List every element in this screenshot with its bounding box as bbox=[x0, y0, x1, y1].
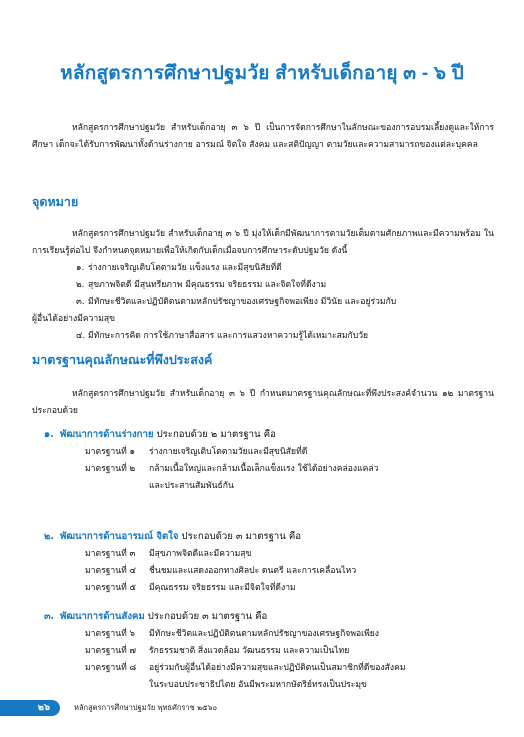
standard-text: มีทักษะชีวิตและปฏิบัติตนตามหลักปรัชญาของเศรษฐกิจพอเพียง bbox=[149, 629, 379, 639]
standard-text: ชื่นชมและแสดงออกทางศิลปะ ดนตรี และการเคลื่อนไหว bbox=[149, 566, 357, 576]
page-number-badge: ๒๖ bbox=[0, 700, 60, 716]
goal-text: สุขภาพจิตดี มีสุนทรียภาพ มีคุณธรรม จริยธรรม และจิตใจที่ดีงาม bbox=[88, 280, 327, 290]
domain-number: ๒. bbox=[44, 531, 54, 542]
goal-item bbox=[32, 328, 494, 345]
goal-number: ๔. bbox=[76, 331, 86, 341]
goal-item-continuation: ผู้อื่นได้อย่างมีความสุข bbox=[32, 314, 116, 324]
domain-suffix: ประกอบด้วย ๒ มาตรฐาน คือ bbox=[153, 429, 276, 440]
goals-heading: จุดหมาย bbox=[32, 195, 79, 209]
goal-number: ๑. bbox=[76, 263, 85, 273]
standard-row bbox=[32, 580, 494, 597]
standard-row bbox=[32, 478, 494, 495]
domain-number: ๑. bbox=[44, 429, 54, 440]
domain-name: พัฒนาการด้านอารมณ์ จิตใจ bbox=[60, 531, 179, 542]
goal-item bbox=[32, 260, 494, 277]
goal-number: ๒. bbox=[76, 280, 85, 290]
standard-label: มาตรฐานที่ ๘ bbox=[85, 663, 137, 673]
standard-row bbox=[32, 461, 494, 478]
goal-item bbox=[32, 277, 494, 294]
standard-text: ร่างกายเจริญเติบโตตามวัยและมีสุขนิสัยที่ดี bbox=[149, 447, 308, 457]
standard-label: มาตรฐานที่ ๖ bbox=[85, 629, 135, 639]
goal-text: ร่างกายเจริญเติบโตตามวัย แข็งแรง และมีสุขนิสัยที่ดี bbox=[88, 263, 282, 273]
standard-label: มาตรฐานที่ ๑ bbox=[85, 447, 135, 457]
domain-name: พัฒนาการด้านร่างกาย bbox=[60, 429, 154, 440]
domain-title bbox=[32, 608, 494, 626]
domain-suffix: ประกอบด้วย ๓ มาตรฐาน คือ bbox=[144, 611, 268, 622]
domain-title bbox=[32, 528, 494, 546]
standard-text-continuation: ในระบอบประชาธิปไตย อันมีพระมหากษัตริย์ทรงเป็นประมุข bbox=[149, 680, 367, 690]
standard-label: มาตรฐานที่ ๗ bbox=[85, 646, 136, 656]
standards-heading: มาตรฐานคุณลักษณะที่พึงประสงค์ bbox=[32, 353, 213, 367]
standard-text: มีสุขภาพจิตดีและมีความสุข bbox=[149, 549, 252, 559]
standard-text: อยู่ร่วมกับผู้อื่นได้อย่างมีความสุขและปฏิบัติตนเป็นสมาชิกที่ดีของสังคม bbox=[149, 663, 406, 673]
standard-row bbox=[32, 546, 494, 563]
intro-paragraph: หลักสูตรการศึกษาปฐมวัย สำหรับเด็กอายุ ๓ ๖ ปี เป็นการจัดการศึกษาในลักษณะของการอบรมเลี้ยงดูและให้การศึกษา เด็กจะได้รับการพัฒนาทั้งด้านร่างกาย อารมณ์ จิตใจ สังคม และสติปัญญา ตามวัยและความสามารถของแต่ละบุคคล bbox=[32, 123, 494, 150]
standard-label: มาตรฐานที่ ๔ bbox=[85, 566, 137, 576]
standard-row bbox=[32, 563, 494, 580]
standard-row bbox=[32, 643, 494, 660]
standard-label: มาตรฐานที่ ๕ bbox=[85, 583, 137, 593]
goal-number: ๓. bbox=[76, 297, 85, 307]
domain-title bbox=[32, 426, 494, 444]
domain-social bbox=[32, 608, 494, 694]
goal-text: มีทักษะชีวิตและปฏิบัติตนตามหลักปรัชญาของเศรษฐกิจพอเพียง มีวินัย และอยู่ร่วมกับ bbox=[88, 297, 397, 307]
standard-text: กล้ามเนื้อใหญ่และกล้ามเนื้อเล็กแข็งแรง ใช้ได้อย่างคล่องแคล่ว bbox=[149, 464, 379, 474]
domain-number: ๓. bbox=[44, 611, 55, 622]
goal-text: มีทักษะการคิด การใช้ภาษาสื่อสาร และการแสวงหาความรู้ได้เหมาะสมกับวัย bbox=[88, 331, 369, 341]
standard-label: มาตรฐานที่ ๒ bbox=[85, 464, 136, 474]
footer-text: หลักสูตรการศึกษาปฐมวัย พุทธศักราช ๒๕๖๐ bbox=[74, 703, 218, 712]
standard-row bbox=[32, 626, 494, 643]
standard-text-continuation: และประสานสัมพันธ์กัน bbox=[149, 481, 234, 491]
domain-suffix: ประกอบด้วย ๓ มาตรฐาน คือ bbox=[178, 531, 302, 542]
domain-name: พัฒนาการด้านสังคม bbox=[60, 611, 145, 622]
standard-text: มีคุณธรรม จริยธรรม และมีจิตใจที่ดีงาม bbox=[149, 583, 296, 593]
domain-emotional bbox=[32, 528, 494, 597]
page-title: หลักสูตรการศึกษาปฐมวัย สำหรับเด็กอายุ ๓ - ๖ ปี bbox=[60, 63, 464, 84]
goal-item bbox=[32, 294, 494, 311]
goals-list bbox=[32, 260, 494, 345]
page-footer bbox=[0, 700, 524, 716]
domain-physical bbox=[32, 426, 494, 495]
standard-text: รักธรรมชาติ สิ่งแวดล้อม วัฒนธรรม และความเป็นไทย bbox=[149, 646, 350, 656]
standard-row bbox=[32, 677, 494, 694]
standard-row bbox=[32, 660, 494, 677]
standard-row bbox=[32, 444, 494, 461]
standard-label: มาตรฐานที่ ๓ bbox=[85, 549, 136, 559]
standards-intro-paragraph: หลักสูตรการศึกษาปฐมวัย สำหรับเด็กอายุ ๓ ๖ ปี กำหนดมาตรฐานคุณลักษณะที่พึงประสงค์จำนวน ๑๒ มาตรฐานประกอบด้วย bbox=[32, 389, 494, 416]
goals-intro-paragraph: หลักสูตรการศึกษาปฐมวัย สำหรับเด็กอายุ ๓ ๖ ปี มุ่งให้เด็กมีพัฒนาการตามวัยเต็มตามศักยภาพและมีความพร้อม ในการเรียนรู้ต่อไป จึงกำหนดจุดหมายเพื่อให้เกิดกับเด็กเมื่อจบการศึกษาระดับปฐมวัย ดังนี้ bbox=[32, 229, 494, 256]
